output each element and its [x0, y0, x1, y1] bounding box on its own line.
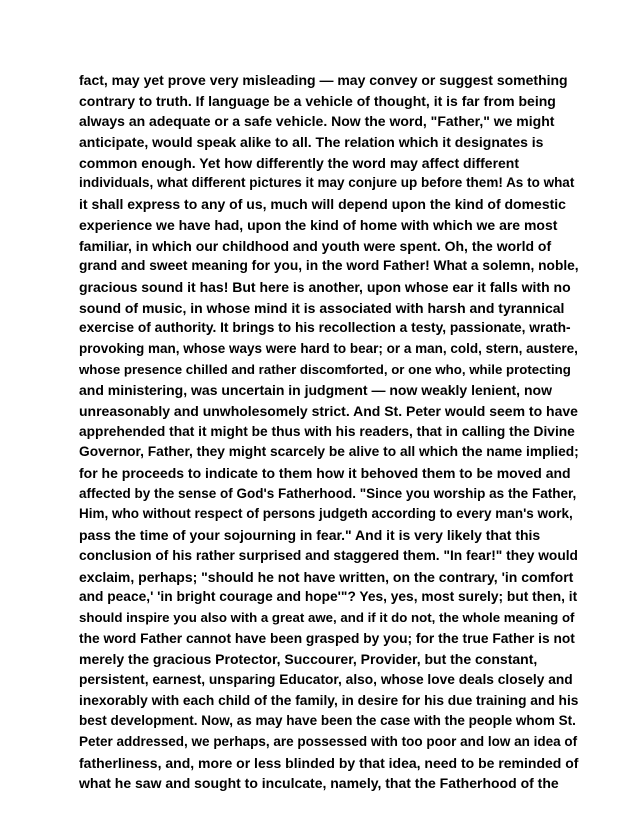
text-line: common enough. Yet how differently the word may affect different — [79, 154, 520, 171]
text-line: what he saw and sought to inculcate, namely, that the Fatherhood of the — [79, 775, 559, 792]
text-line: Him, who without respect of persons judgeth according to every man's work, — [79, 506, 573, 522]
text-line: it shall express to any of us, much will depend upon the kind of domestic — [79, 196, 566, 213]
text-line: apprehended that it might be thus with his readers, that in calling the Divine — [79, 423, 575, 439]
text-line: anticipate, would speak alike to all. The relation which it designates is — [79, 134, 544, 151]
text-line: provoking man, whose ways were hard to bear; or a man, cold, stern, austere, — [79, 340, 578, 356]
text-line: gracious sound it has! But here is another, upon whose ear it falls with no — [79, 278, 571, 295]
text-line: grand and sweet meaning for you, in the word Father! What a solemn, noble, — [79, 258, 579, 274]
text-line: whose presence chilled and rather discomforted, or one who, while protecting — [79, 361, 571, 377]
text-line: familiar, in which our childhood and youth were spent. Oh, the world of — [79, 237, 552, 254]
text-line: exercise of authority. It brings to his recollection a testy, passionate, wrath- — [79, 320, 571, 336]
text-line: always an adequate or a safe vehicle. Now the word, "Father," we might — [79, 113, 555, 130]
text-line: should inspire you also with a great awe, and if it do not, the whole meaning of — [79, 609, 575, 625]
text-line: and peace,' 'in bright courage and hope'"? Yes, yes, most surely; but then, it — [79, 589, 578, 605]
text-line: Peter addressed, we perhaps, are possessed with too poor and low an idea of — [79, 734, 578, 749]
text-line: best development. Now, as may have been the case with the people whom St. — [79, 713, 576, 729]
text-line: conclusion of his rather surprised and staggered them. "In fear!" they would — [79, 547, 578, 563]
text-line: experience we have had, upon the kind of home with which we are most — [79, 216, 558, 233]
text-line: inexorably with each child of the family, in desire for his due training and his — [79, 692, 579, 708]
text-line: sound of music, in whose mind it is associated with harsh and tyrannical — [79, 299, 565, 316]
text-line: persistent, earnest, unsparing Educator, also, whose love deals closely and — [79, 671, 573, 687]
text-line: unreasonably and unwholesomely strict. And St. Peter would seem to have — [79, 403, 578, 419]
body-text — [79, 70, 579, 794]
text-line: for he proceeds to indicate to them how it behoved them to be moved and — [79, 465, 571, 482]
text-line: affected by the sense of God's Fatherhood. "Since you worship as the Father, — [79, 485, 577, 501]
text-line: individuals, what different pictures it may conjure up before them! As to what — [79, 175, 575, 191]
text-line: fatherliness, and, more or less blinded by that idea, need to be reminded of — [79, 754, 579, 771]
text-line: exclaim, perhaps; "should he not have written, on the contrary, 'in comfort — [79, 568, 574, 585]
text-line: Governor, Father, they might scarcely be alive to all which the name implied; — [79, 444, 579, 460]
text-line: the word Father cannot have been grasped by you; for the true Father is not — [79, 630, 575, 646]
text-line: merely the gracious Protector, Succourer, Provider, but the constant, — [79, 651, 538, 668]
text-line: fact, may yet prove very misleading — may convey or suggest something — [79, 72, 568, 88]
text-line: and ministering, was uncertain in judgment — now weakly lenient, now — [79, 382, 552, 399]
text-line: contrary to truth. If language be a vehicle of thought, it is far from being — [79, 92, 556, 109]
text-line: pass the time of your sojourning in fear." And it is very likely that this — [79, 527, 541, 544]
